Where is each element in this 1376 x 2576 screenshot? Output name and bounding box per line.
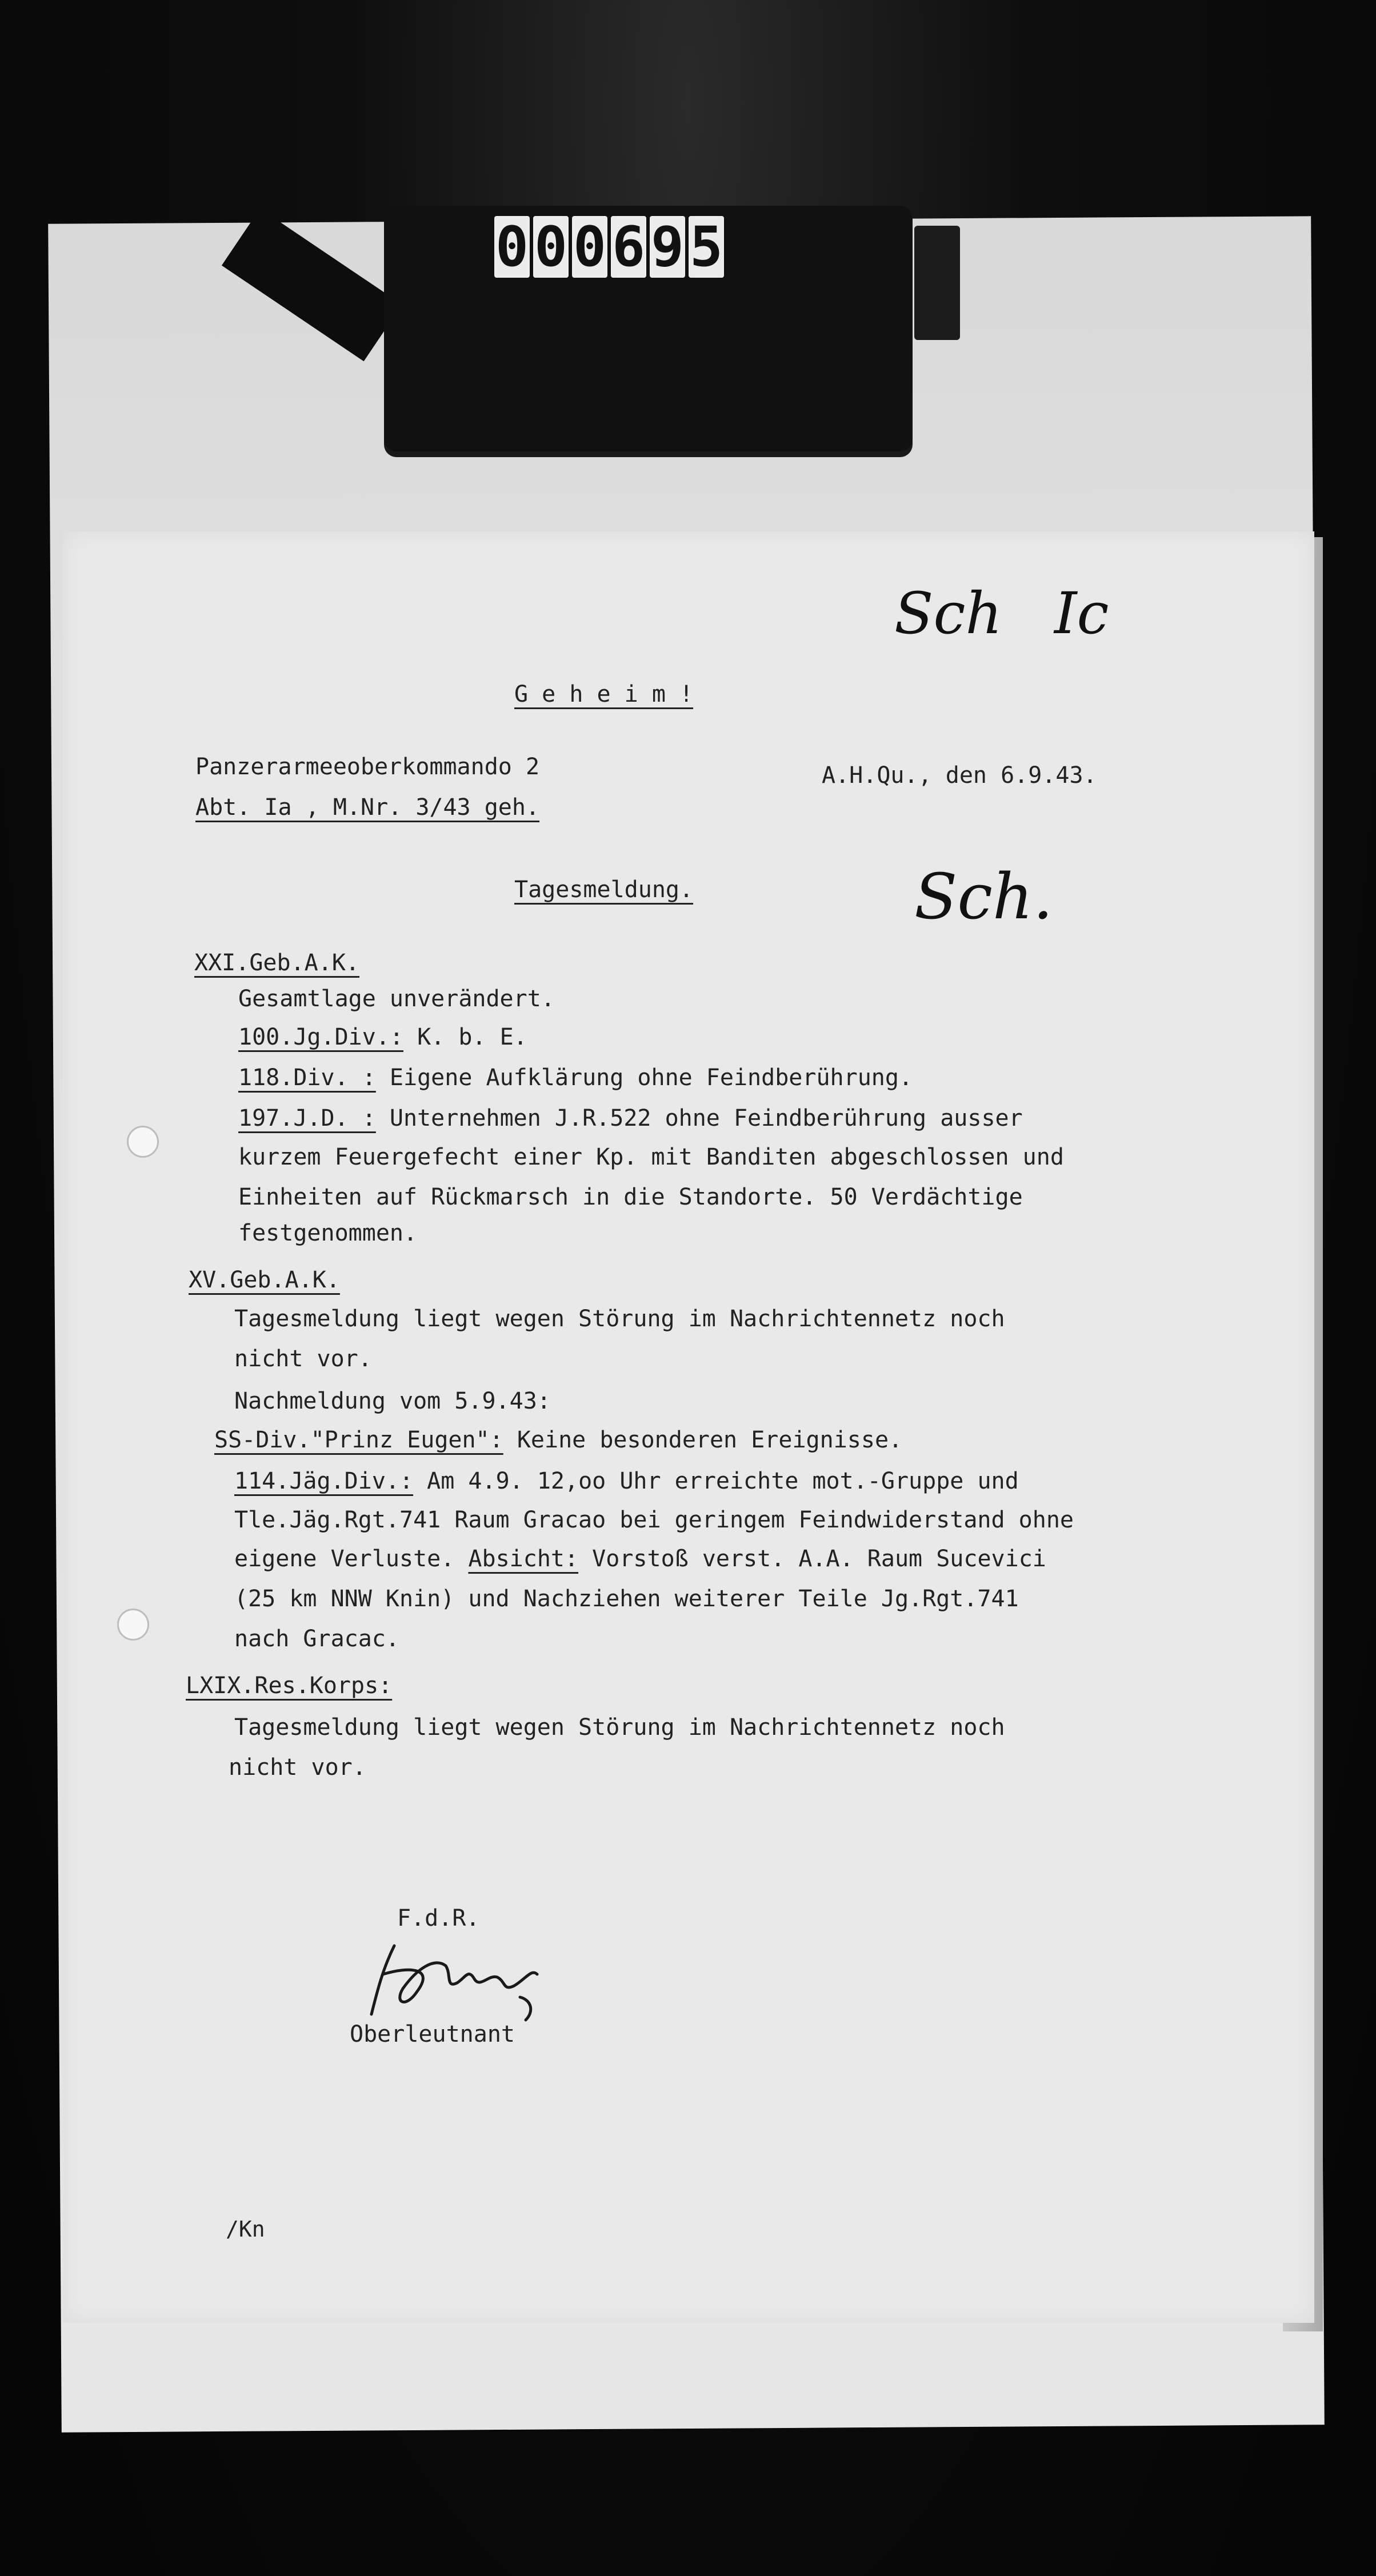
handwritten-ic-mark: Ic (1054, 580, 1109, 647)
signoff-rank: Oberleutnant (350, 2021, 515, 2047)
handwritten-signature (360, 1934, 549, 2026)
unit-text: Am 4.9. 12,oo Uhr erreichte mot.-Gruppe und (427, 1468, 1019, 1494)
unit-label: 100.Jg.Div.: (238, 1024, 403, 1050)
unit-line (214, 1429, 902, 1451)
continuation-line: festgenommen. (238, 1220, 418, 1246)
section-heading: XXI.Geb.A.K. (194, 950, 359, 976)
unit-text: Keine besonderen Ereignisse. (517, 1427, 903, 1453)
punch-hole (127, 1126, 159, 1158)
section-heading: XV.Geb.A.K. (189, 1267, 340, 1293)
counter-digit: 6 (611, 216, 646, 278)
unit-label: 118.Div. : (238, 1065, 376, 1091)
document-subject: Tagesmeldung. (514, 877, 694, 903)
counter-digit: 0 (533, 216, 569, 278)
unit-text: K. b. E. (417, 1024, 527, 1050)
body-line: Nachmeldung vom 5.9.43: (234, 1388, 551, 1414)
date-line: A.H.Qu., den 6.9.43. (822, 762, 1097, 789)
counter-digit: 0 (572, 216, 607, 278)
counter-digit: 9 (650, 216, 685, 278)
unit-line (238, 1026, 527, 1049)
sender-reference: Abt. Ia , M.Nr. 3/43 geh. (195, 794, 540, 821)
absicht-line (234, 1547, 1046, 1570)
handwritten-initial-top: Sch (894, 580, 1002, 647)
handwritten-initial-middle: Sch. (914, 860, 1053, 933)
classification-heading: G e h e i m ! (514, 681, 694, 707)
continuation-line: Tle.Jäg.Rgt.741 Raum Gracao bei geringem Feindwiderstand ohne (234, 1507, 1074, 1533)
continuation-line: (25 km NNW Knin) und Nachziehen weiterer Teile Jg.Rgt.741 (234, 1586, 1019, 1612)
absicht-prefix: eigene Verluste. (234, 1546, 455, 1572)
section-summary: Gesamtlage unverändert. (238, 986, 555, 1012)
continuation-line: nach Gracac. (234, 1626, 399, 1652)
unit-label: SS-Div."Prinz Eugen": (214, 1427, 503, 1453)
counter-digit: 0 (494, 216, 530, 278)
absicht-text: Vorstoß verst. A.A. Raum Sucevici (592, 1546, 1046, 1572)
unit-line (238, 1066, 913, 1089)
continuation-line: Einheiten auf Rückmarsch in die Standorte. 50 Verdächtige (238, 1184, 1023, 1210)
absicht-label: Absicht: (468, 1546, 579, 1572)
continuation-line: kurzem Feuergefecht einer Kp. mit Banditen abgeschlossen und (238, 1144, 1064, 1170)
footer-initials: /Kn (226, 2217, 265, 2242)
counter-knob (914, 226, 960, 340)
unit-line (234, 1470, 1019, 1493)
body-line: nicht vor. (229, 1754, 366, 1781)
frame-counter-digits (494, 216, 724, 280)
punch-hole (117, 1609, 149, 1641)
unit-text: Eigene Aufklärung ohne Feindberührung. (389, 1065, 913, 1091)
counter-digit: 5 (689, 216, 724, 278)
unit-text: Unternehmen J.R.522 ohne Feindberührung ausser (389, 1105, 1023, 1131)
unit-label: 114.Jäg.Div.: (234, 1468, 414, 1494)
signoff-fdr: F.d.R. (397, 1905, 480, 1931)
body-line: nicht vor. (234, 1346, 372, 1372)
unit-line (238, 1107, 1023, 1130)
body-line: Tagesmeldung liegt wegen Störung im Nachrichtennetz noch (234, 1714, 1005, 1741)
body-line: Tagesmeldung liegt wegen Störung im Nachrichtennetz noch (234, 1306, 1005, 1332)
sender-unit: Panzerarmeeoberkommando 2 (195, 754, 540, 780)
section-heading: LXIX.Res.Korps: (186, 1673, 393, 1699)
unit-label: 197.J.D. : (238, 1105, 376, 1131)
